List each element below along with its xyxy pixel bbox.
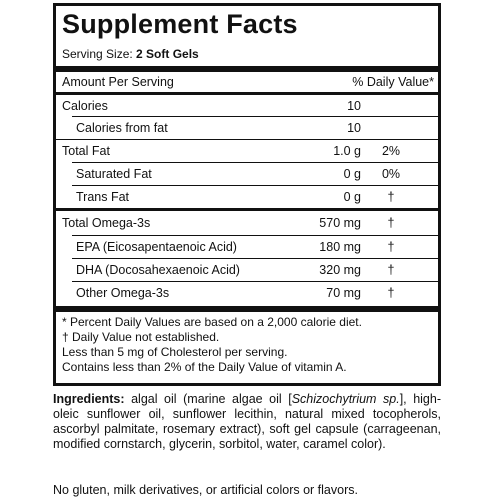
row-daily-value: † <box>387 240 395 254</box>
row-amount: 570 mg <box>319 216 361 230</box>
daily-value-header: % Daily Value* <box>352 75 434 89</box>
table-row <box>56 96 438 116</box>
row-daily-value: 2% <box>381 144 401 158</box>
row-amount: 10 <box>347 99 361 113</box>
free-from-statement: No gluten, milk derivatives, or artificial colors or flavors. <box>53 483 358 497</box>
row-daily-value: † <box>387 286 395 300</box>
supplement-facts-panel <box>53 3 441 386</box>
ingredients-label: Ingredients: <box>53 392 125 406</box>
table-row <box>56 237 438 257</box>
table-row <box>56 187 438 207</box>
table-row <box>56 283 438 303</box>
row-amount: 70 mg <box>326 286 361 300</box>
divider-thin <box>72 162 438 163</box>
divider-medium <box>56 92 438 95</box>
divider-thin <box>72 185 438 186</box>
table-row <box>56 213 438 233</box>
serving-size-label: Serving Size: <box>62 47 133 61</box>
row-amount: 10 <box>347 121 361 135</box>
amount-per-serving-header: Amount Per Serving <box>62 75 174 89</box>
table-row <box>56 141 438 161</box>
row-daily-value: † <box>387 216 395 230</box>
row-label: Total Omega-3s <box>62 216 151 230</box>
serving-size <box>62 47 199 61</box>
ingredients-paragraph <box>53 392 441 452</box>
divider-thin <box>56 139 438 140</box>
row-amount: 1.0 g <box>333 144 361 158</box>
row-amount: 180 mg <box>319 240 361 254</box>
divider-thin <box>72 258 438 259</box>
ingredients-text: algal oil (marine algae oil [ <box>124 392 292 406</box>
panel-title: Supplement Facts <box>62 9 298 39</box>
table-row <box>56 260 438 280</box>
row-daily-value: † <box>387 190 395 204</box>
serving-size-value: 2 Soft Gels <box>136 47 199 61</box>
footnote: † Daily Value not established. <box>62 330 220 344</box>
row-amount: 0 g <box>343 167 361 181</box>
row-daily-value: 0% <box>381 167 401 181</box>
row-label: DHA (Docosahexaenoic Acid) <box>76 263 240 277</box>
row-label: Trans Fat <box>76 190 130 204</box>
row-label: Calories <box>62 99 108 113</box>
divider-medium <box>56 208 438 211</box>
divider-thin <box>72 235 438 236</box>
algae-species: Schizochytrium sp. <box>291 392 400 406</box>
row-label: Calories from fat <box>76 121 168 135</box>
row-amount: 0 g <box>343 190 361 204</box>
row-label: EPA (Eicosapentaenoic Acid) <box>76 240 237 254</box>
row-label: Other Omega-3s <box>76 286 170 300</box>
ingredients-text-continued: ], high-oleic sunflower oil, sunflower lecithin, natural mixed tocopherols, ascorbyl palmitate, rosemary extract), soft gel capsule (carrageenan, modified cornstarch, glycerin, sorbitol, water, caramel color). <box>53 392 441 451</box>
divider-thin <box>72 281 438 282</box>
row-daily-value: † <box>387 263 395 277</box>
divider-thin <box>72 116 438 117</box>
table-row <box>56 164 438 184</box>
row-label: Total Fat <box>62 144 110 158</box>
footnote: Less than 5 mg of Cholesterol per serving. <box>62 345 288 359</box>
footnote: Contains less than 2% of the Daily Value of vitamin A. <box>62 360 347 374</box>
row-label: Saturated Fat <box>76 167 152 181</box>
table-row <box>56 118 438 138</box>
row-amount: 320 mg <box>319 263 361 277</box>
divider-thick <box>56 306 438 312</box>
table-header-row <box>56 72 438 92</box>
footnote: * Percent Daily Values are based on a 2,000 calorie diet. <box>62 315 362 329</box>
